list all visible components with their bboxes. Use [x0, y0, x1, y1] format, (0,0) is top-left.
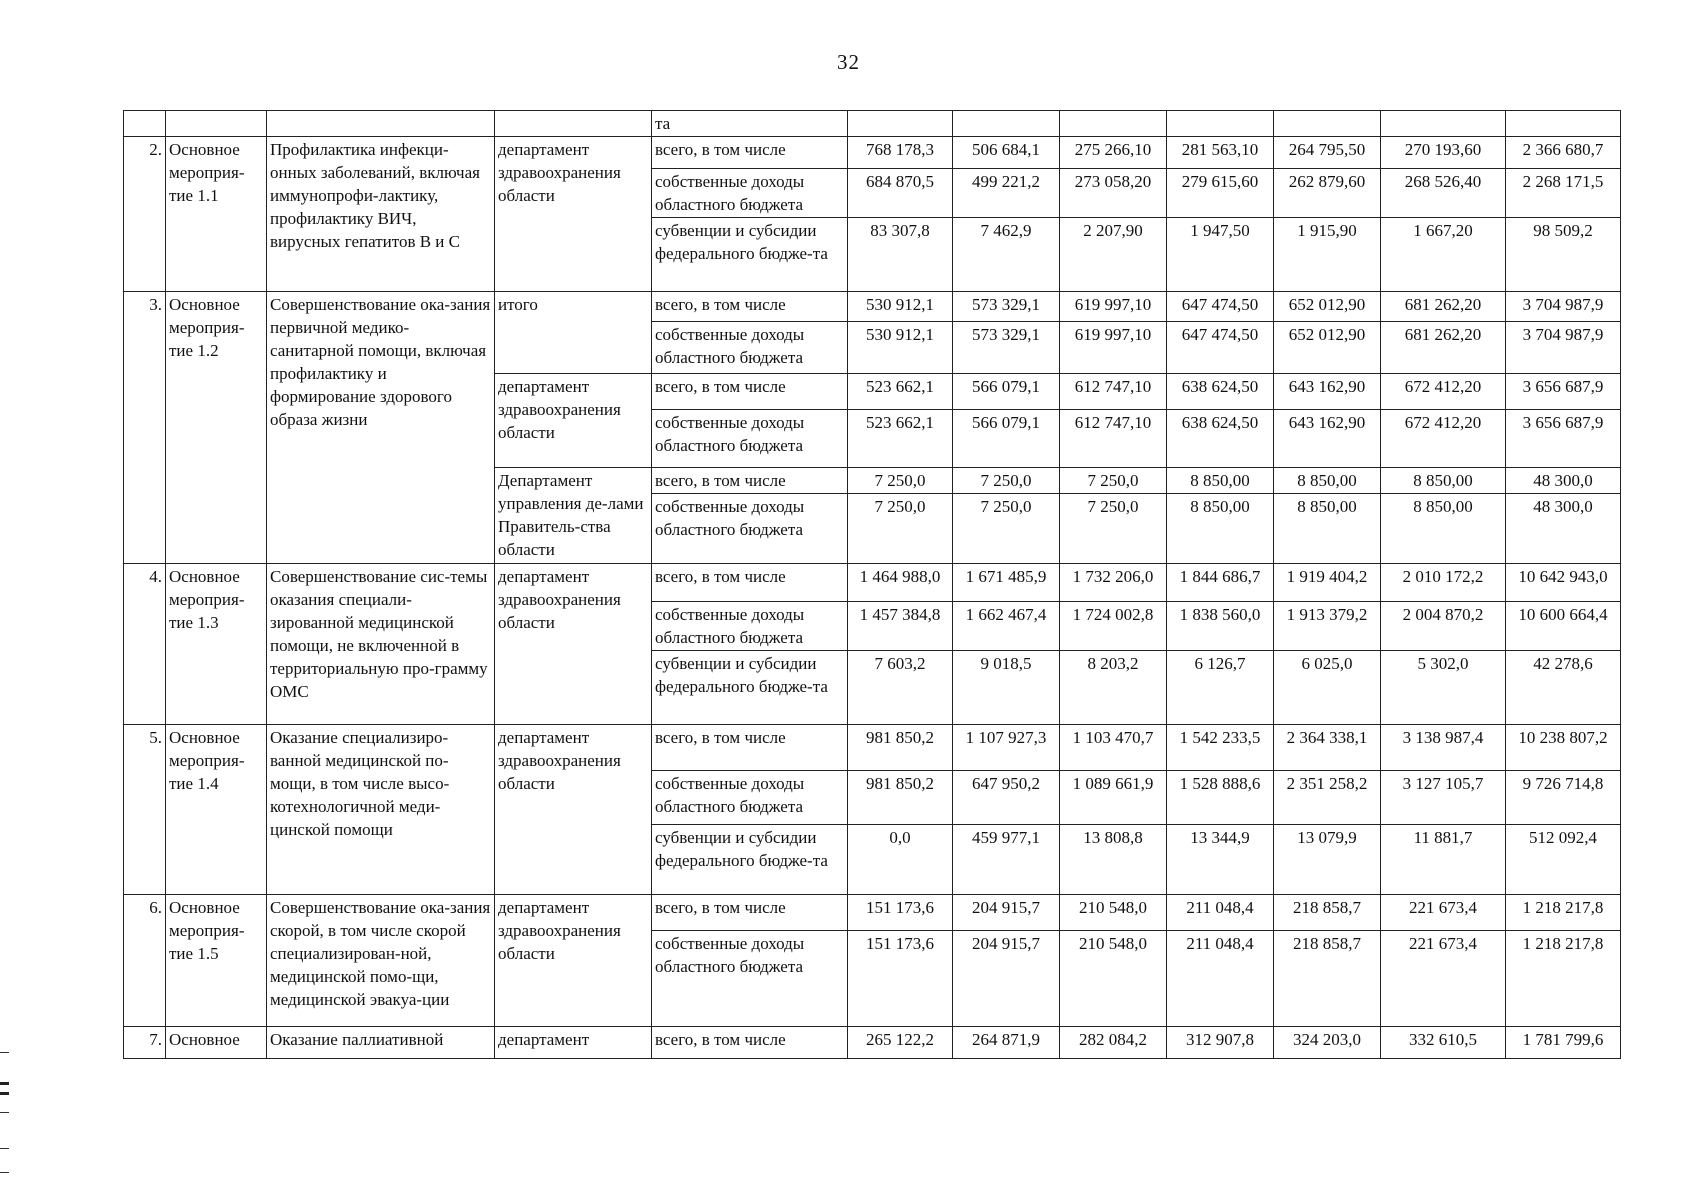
table-cell-org — [495, 111, 652, 137]
table-row — [124, 895, 1621, 931]
table-cell-num: 221 673,4 — [1381, 895, 1506, 931]
table-cell-num: 1 103 470,7 — [1060, 725, 1167, 771]
table-cell-num — [1167, 111, 1274, 137]
table-cell-num: 8 850,00 — [1381, 494, 1506, 564]
table-cell-src: субвенции и субсидии федерального бюдже-та — [652, 218, 848, 292]
table-cell-num: 312 907,8 — [1167, 1027, 1274, 1059]
table-cell-num: 1 464 988,0 — [848, 564, 953, 602]
table-cell-num: 681 262,20 — [1381, 322, 1506, 374]
margin-mark — [0, 1112, 9, 1113]
table-cell-num: 264 871,9 — [953, 1027, 1060, 1059]
table-cell-num: 273 058,20 — [1060, 169, 1167, 218]
table-cell-org: департамент здравоохранения области — [495, 895, 652, 1027]
table-cell-src: всего, в том числе — [652, 292, 848, 322]
table-cell-org: департамент — [495, 1027, 652, 1059]
table-cell-org: итого — [495, 292, 652, 374]
table-cell-idx: 4. — [124, 564, 166, 725]
table-cell-num: 268 526,40 — [1381, 169, 1506, 218]
table-cell-num: 204 915,7 — [953, 931, 1060, 1027]
table-cell-num: 612 747,10 — [1060, 374, 1167, 410]
table-cell-num: 1 913 379,2 — [1274, 602, 1381, 651]
table-cell-num: 6 126,7 — [1167, 651, 1274, 725]
table-cell-num: 3 656 687,9 — [1506, 374, 1621, 410]
table-cell-idx: 2. — [124, 137, 166, 292]
table-cell-idx — [124, 111, 166, 137]
table-cell-num: 652 012,90 — [1274, 322, 1381, 374]
table-cell-num: 5 302,0 — [1381, 651, 1506, 725]
table-cell-src: собственные доходы областного бюджета — [652, 410, 848, 468]
table-cell-num: 3 656 687,9 — [1506, 410, 1621, 468]
budget-table — [123, 110, 1621, 1059]
table-cell-num: 265 122,2 — [848, 1027, 953, 1059]
table-cell-num: 8 203,2 — [1060, 651, 1167, 725]
table-cell-src: субвенции и субсидии федерального бюдже-та — [652, 651, 848, 725]
table-cell-num: 210 548,0 — [1060, 931, 1167, 1027]
margin-mark — [0, 1172, 9, 1173]
table-cell-num: 221 673,4 — [1381, 931, 1506, 1027]
table-cell-idx: 5. — [124, 725, 166, 895]
table-cell-src: всего, в том числе — [652, 725, 848, 771]
table-cell-num: 218 858,7 — [1274, 931, 1381, 1027]
table-cell-num: 281 563,10 — [1167, 137, 1274, 169]
table-cell-num: 1 919 404,2 — [1274, 564, 1381, 602]
table-cell-num: 619 997,10 — [1060, 292, 1167, 322]
table-cell-num: 2 366 680,7 — [1506, 137, 1621, 169]
table-row — [124, 111, 1621, 137]
table-cell-num: 523 662,1 — [848, 374, 953, 410]
table-cell-num: 211 048,4 — [1167, 931, 1274, 1027]
table-cell-num: 264 795,50 — [1274, 137, 1381, 169]
table-row — [124, 292, 1621, 322]
table-cell-src: собственные доходы областного бюджета — [652, 494, 848, 564]
table-cell-num: 1 732 206,0 — [1060, 564, 1167, 602]
table-cell-num: 981 850,2 — [848, 771, 953, 825]
table-cell-num: 151 173,6 — [848, 895, 953, 931]
table-cell-num: 1 724 002,8 — [1060, 602, 1167, 651]
table-cell-num: 499 221,2 — [953, 169, 1060, 218]
table-cell-num: 8 850,00 — [1274, 494, 1381, 564]
table-cell-num: 9 018,5 — [953, 651, 1060, 725]
table-cell-num: 566 079,1 — [953, 410, 1060, 468]
table-cell-num: 2 207,90 — [1060, 218, 1167, 292]
table-cell-num: 566 079,1 — [953, 374, 1060, 410]
table-row — [124, 725, 1621, 771]
table-cell-num: 210 548,0 — [1060, 895, 1167, 931]
table-cell-src: собственные доходы областного бюджета — [652, 931, 848, 1027]
table-cell-org: Департамент управления де-лами Правитель-ства области — [495, 468, 652, 564]
table-cell-num: 1 915,90 — [1274, 218, 1381, 292]
table-cell-org: департамент здравоохранения области — [495, 725, 652, 895]
table-cell-num: 1 089 661,9 — [1060, 771, 1167, 825]
table-row — [124, 564, 1621, 602]
table-cell-num: 523 662,1 — [848, 410, 953, 468]
table-cell-num: 8 850,00 — [1167, 494, 1274, 564]
table-cell-num: 1 528 888,6 — [1167, 771, 1274, 825]
table-cell-num: 48 300,0 — [1506, 468, 1621, 494]
table-cell-name: Профилактика инфекци-онных заболеваний, включая иммунопрофи-лактику, профилактику ВИЧ, вирусных гепатитов В и С — [267, 137, 495, 292]
table-cell-num: 530 912,1 — [848, 292, 953, 322]
table-cell-type: Основное — [166, 1027, 267, 1059]
table-cell-num: 672 412,20 — [1381, 410, 1506, 468]
table-cell-num: 7 462,9 — [953, 218, 1060, 292]
table-cell-num: 6 025,0 — [1274, 651, 1381, 725]
table-cell-num: 1 671 485,9 — [953, 564, 1060, 602]
table-cell-type: Основное мероприя-тие 1.5 — [166, 895, 267, 1027]
table-cell-num: 83 307,8 — [848, 218, 953, 292]
table-cell-num: 2 351 258,2 — [1274, 771, 1381, 825]
table-cell-num: 3 704 987,9 — [1506, 292, 1621, 322]
table-cell-org: департамент здравоохранения области — [495, 374, 652, 468]
table-cell-num — [953, 111, 1060, 137]
table-cell-num: 8 850,00 — [1274, 468, 1381, 494]
table-cell-num: 282 084,2 — [1060, 1027, 1167, 1059]
table-cell-src: субвенции и субсидии федерального бюдже-та — [652, 825, 848, 895]
table-cell-src: всего, в том числе — [652, 137, 848, 169]
table-cell-num: 211 048,4 — [1167, 895, 1274, 931]
table-cell-num: 3 127 105,7 — [1381, 771, 1506, 825]
table-cell-type: Основное мероприя-тие 1.2 — [166, 292, 267, 564]
table-cell-src: собственные доходы областного бюджета — [652, 771, 848, 825]
table-cell-num: 573 329,1 — [953, 322, 1060, 374]
table-cell-num: 1 218 217,8 — [1506, 931, 1621, 1027]
table-cell-num: 512 092,4 — [1506, 825, 1621, 895]
table-cell-num: 530 912,1 — [848, 322, 953, 374]
table-cell-num: 10 642 943,0 — [1506, 564, 1621, 602]
table-cell-name: Совершенствование ока-зания скорой, в том числе скорой специализирован-ной, медицинской помо-щи, медицинской эвакуа-ции — [267, 895, 495, 1027]
table-cell-num: 1 947,50 — [1167, 218, 1274, 292]
table-cell-num: 647 950,2 — [953, 771, 1060, 825]
table-cell-num: 7 250,0 — [848, 468, 953, 494]
table-cell-num: 3 138 987,4 — [1381, 725, 1506, 771]
table-cell-num: 11 881,7 — [1381, 825, 1506, 895]
page-number: 32 — [837, 50, 860, 74]
table-cell-num: 459 977,1 — [953, 825, 1060, 895]
table-cell-type — [166, 111, 267, 137]
table-cell-type: Основное мероприя-тие 1.4 — [166, 725, 267, 895]
table-cell-src: собственные доходы областного бюджета — [652, 602, 848, 651]
margin-mark — [0, 1082, 9, 1085]
table-cell-num: 13 344,9 — [1167, 825, 1274, 895]
table-cell-src: та — [652, 111, 848, 137]
table-cell-num: 3 704 987,9 — [1506, 322, 1621, 374]
table-cell-num: 2 004 870,2 — [1381, 602, 1506, 651]
table-cell-num: 204 915,7 — [953, 895, 1060, 931]
table-cell-src: всего, в том числе — [652, 895, 848, 931]
margin-mark — [0, 1148, 9, 1149]
table-cell-type: Основное мероприя-тие 1.1 — [166, 137, 267, 292]
table-cell-num: 332 610,5 — [1381, 1027, 1506, 1059]
margin-mark — [0, 1092, 9, 1095]
table-cell-num: 1 844 686,7 — [1167, 564, 1274, 602]
table-cell-num: 7 250,0 — [1060, 468, 1167, 494]
table-cell-num: 643 162,90 — [1274, 410, 1381, 468]
table-cell-num: 681 262,20 — [1381, 292, 1506, 322]
table-cell-num: 647 474,50 — [1167, 322, 1274, 374]
table-cell-num: 573 329,1 — [953, 292, 1060, 322]
table-cell-idx: 6. — [124, 895, 166, 1027]
table-cell-num: 42 278,6 — [1506, 651, 1621, 725]
table-cell-num: 10 238 807,2 — [1506, 725, 1621, 771]
table-cell-num: 684 870,5 — [848, 169, 953, 218]
table-cell-num — [1381, 111, 1506, 137]
table-cell-num: 7 603,2 — [848, 651, 953, 725]
table-cell-org: департамент здравоохранения области — [495, 564, 652, 725]
table-cell-num: 768 178,3 — [848, 137, 953, 169]
table-cell-num: 151 173,6 — [848, 931, 953, 1027]
table-cell-org: департамент здравоохранения области — [495, 137, 652, 292]
table-row — [124, 137, 1621, 169]
table-cell-name: Оказание паллиативной — [267, 1027, 495, 1059]
table-cell-num: 1 542 233,5 — [1167, 725, 1274, 771]
table-cell-num: 8 850,00 — [1381, 468, 1506, 494]
table-cell-num: 1 838 560,0 — [1167, 602, 1274, 651]
table-cell-num: 7 250,0 — [1060, 494, 1167, 564]
table-cell-num: 652 012,90 — [1274, 292, 1381, 322]
table-cell-num: 1 667,20 — [1381, 218, 1506, 292]
table-cell-num: 1 218 217,8 — [1506, 895, 1621, 931]
table-cell-src: всего, в том числе — [652, 1027, 848, 1059]
table-cell-num: 324 203,0 — [1274, 1027, 1381, 1059]
table-cell-num — [1506, 111, 1621, 137]
table-cell-num — [1060, 111, 1167, 137]
table-cell-num: 275 266,10 — [1060, 137, 1167, 169]
table-cell-num: 0,0 — [848, 825, 953, 895]
table-cell-idx: 3. — [124, 292, 166, 564]
table-cell-name — [267, 111, 495, 137]
table-cell-num: 13 808,8 — [1060, 825, 1167, 895]
table-cell-num: 279 615,60 — [1167, 169, 1274, 218]
table-cell-src: всего, в том числе — [652, 564, 848, 602]
table-cell-num: 9 726 714,8 — [1506, 771, 1621, 825]
table-cell-num: 262 879,60 — [1274, 169, 1381, 218]
table-cell-src: всего, в том числе — [652, 468, 848, 494]
table-cell-num: 48 300,0 — [1506, 494, 1621, 564]
table-cell-num: 270 193,60 — [1381, 137, 1506, 169]
margin-mark — [0, 1052, 9, 1053]
table-cell-num: 612 747,10 — [1060, 410, 1167, 468]
table-cell-num: 1 107 927,3 — [953, 725, 1060, 771]
table-cell-num: 506 684,1 — [953, 137, 1060, 169]
budget-table-body — [124, 111, 1621, 1059]
table-cell-num: 638 624,50 — [1167, 410, 1274, 468]
table-row — [124, 1027, 1621, 1059]
table-cell-num: 2 010 172,2 — [1381, 564, 1506, 602]
table-cell-num: 218 858,7 — [1274, 895, 1381, 931]
table-cell-num: 2 364 338,1 — [1274, 725, 1381, 771]
table-cell-num: 7 250,0 — [953, 494, 1060, 564]
table-cell-num — [1274, 111, 1381, 137]
table-cell-num: 7 250,0 — [848, 494, 953, 564]
table-cell-num: 981 850,2 — [848, 725, 953, 771]
table-cell-num: 13 079,9 — [1274, 825, 1381, 895]
table-cell-name: Совершенствование сис-темы оказания специали-зированной медицинской помощи, не включенной в территориальную про-грамму ОМС — [267, 564, 495, 725]
table-cell-num: 647 474,50 — [1167, 292, 1274, 322]
table-cell-num: 1 457 384,8 — [848, 602, 953, 651]
table-cell-idx: 7. — [124, 1027, 166, 1059]
table-cell-num: 643 162,90 — [1274, 374, 1381, 410]
table-cell-name: Оказание специализиро-ванной медицинской по-мощи, в том числе высо-котехнологичной меди-цинской помощи — [267, 725, 495, 895]
table-cell-num: 8 850,00 — [1167, 468, 1274, 494]
table-cell-src: собственные доходы областного бюджета — [652, 169, 848, 218]
table-cell-num: 2 268 171,5 — [1506, 169, 1621, 218]
table-cell-num: 1 662 467,4 — [953, 602, 1060, 651]
table-cell-num: 672 412,20 — [1381, 374, 1506, 410]
table-cell-src: всего, в том числе — [652, 374, 848, 410]
table-cell-num: 619 997,10 — [1060, 322, 1167, 374]
table-cell-num: 1 781 799,6 — [1506, 1027, 1621, 1059]
table-cell-num: 638 624,50 — [1167, 374, 1274, 410]
table-cell-num — [848, 111, 953, 137]
table-cell-num: 7 250,0 — [953, 468, 1060, 494]
table-cell-type: Основное мероприя-тие 1.3 — [166, 564, 267, 725]
table-cell-name: Совершенствование ока-зания первичной медико-санитарной помощи, включая профилактику и формирование здорового образа жизни — [267, 292, 495, 564]
table-cell-num: 10 600 664,4 — [1506, 602, 1621, 651]
table-cell-num: 98 509,2 — [1506, 218, 1621, 292]
table-cell-src: собственные доходы областного бюджета — [652, 322, 848, 374]
